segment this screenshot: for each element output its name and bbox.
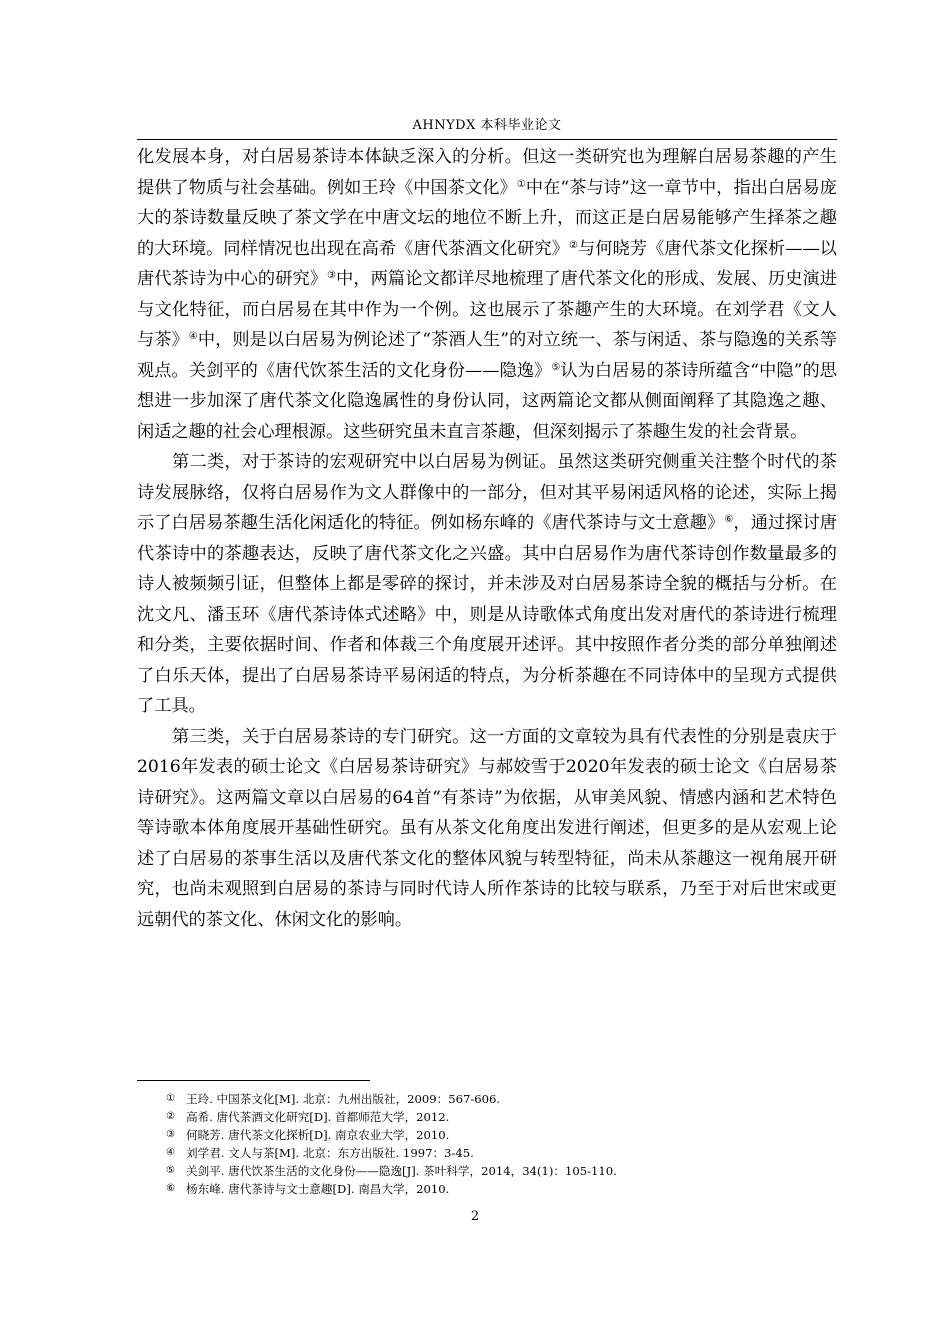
header-rule xyxy=(137,139,837,140)
page-number: 2 xyxy=(470,1209,480,1224)
footnote-text: 刘学君. 文人与茶[M]. 北京：东方出版社. 1997：3-45. xyxy=(186,1146,474,1160)
footnote-mark: ② xyxy=(166,1111,175,1122)
footnote-reference: ③ xyxy=(327,270,337,281)
paragraph-2: 第二类，对于茶诗的宏观研究中以白居易为例证。虽然这类研究侧重关注整个时代的茶诗发展脉络，仅将白居易作为文人群像中的一部分，但对其平易闲适风格的论述，实际上揭示了白居易茶趣生活化闲适化的特征。例如杨东峰的《唐代茶诗与文士意趣》⑥，通过探讨唐代茶诗中的茶趣表达，反映了唐代茶文化之兴盛。其中白居易作为唐代茶诗创作数量最多的诗人被频频引证，但整体上都是零碎的探讨，并未涉及对白居易茶诗全貌的概括与分析。在沈文凡、潘玉环《唐代茶诗体式述略》中，则是从诗歌体式角度出发对唐代的茶诗进行梳理和分类，主要依据时间、作者和体裁三个角度展开述评。其中按照作者分类的部分单独阐述了白乐天体，提出了白居易茶诗平易闲适的特点，为分析茶趣在不同诗体中的呈现方式提供了工具。 xyxy=(137,452,837,716)
footnote-mark: ③ xyxy=(166,1129,175,1140)
running-header: AHNYDX 本科毕业论文 xyxy=(412,118,562,133)
footnote-reference: ⑥ xyxy=(724,514,734,525)
footnote-text: 关剑平. 唐代饮茶生活的文化身份——隐逸[J]. 茶叶科学，2014，34(1)：105-110. xyxy=(186,1164,617,1178)
footnote-text: 何晓芳. 唐代茶文化探析[D]. 南京农业大学，2010. xyxy=(186,1128,450,1142)
footnote-mark: ④ xyxy=(166,1147,175,1158)
footnote-text: 杨东峰. 唐代茶诗与文士意趣[D]. 南昌大学，2010. xyxy=(186,1182,450,1196)
footnote-mark: ⑥ xyxy=(166,1183,175,1194)
footnote-reference: ⑤ xyxy=(551,361,561,373)
footnote xyxy=(166,1126,846,1144)
footnote xyxy=(166,1180,846,1198)
footnote-separator xyxy=(137,1080,370,1081)
footnote-reference: ② xyxy=(568,239,578,251)
footnote xyxy=(166,1144,846,1162)
footnotes xyxy=(166,1090,846,1198)
footnote xyxy=(166,1162,846,1180)
footnote xyxy=(166,1108,846,1126)
footnote-text: 王玲. 中国茶文化[M]. 北京：九州出版社，2009：567-606. xyxy=(186,1092,501,1106)
paragraph-1: 化发展本身，对白居易茶诗本体缺乏深入的分析。但这一类研究也为理解白居易茶趣的产生提供了物质与社会基础。例如王玲《中国茶文化》①中在“茶与诗”这一章节中，指出白居易庞大的茶诗数量反映了茶文学在中唐文坛的地位不断上升，而这正是白居易能够产生择茶之趣的大环境。同样情况也出现在高希《唐代茶酒文化研究》②与何晓芳《唐代茶文化探析——以唐代茶诗为中心的研究》③中，两篇论文都详尽地梳理了唐代茶文化的形成、发展、历史演进与文化特征，而白居易在其中作为一个例。这也展示了茶趣产生的大环境。在刘学君《文人与茶》④中，则是以白居易为例论述了“茶酒人生”的对立统一、茶与闲适、茶与隐逸的关系等观点。关剑平的《唐代饮茶生活的文化身份——隐逸》⑤认为白居易的茶诗所蕴含“中隐”的思想进一步加深了唐代茶文化隐逸属性的身份认同，这两篇论文都从侧面阐释了其隐逸之趣、闲适之趣的社会心理根源。这些研究虽未直言茶趣，但深刻揭示了茶趣生发的社会背景。 xyxy=(137,147,837,442)
footnote xyxy=(166,1090,846,1108)
footnote-reference: ④ xyxy=(188,331,198,342)
body-text xyxy=(137,142,837,935)
footnote-mark: ① xyxy=(166,1093,175,1104)
footnote-text: 高希. 唐代茶酒文化研究[D]. 首都师范大学，2012. xyxy=(186,1110,450,1124)
footnote-mark: ⑤ xyxy=(166,1165,175,1176)
footnote-reference: ① xyxy=(516,178,526,190)
paragraph-3: 第三类，关于白居易茶诗的专门研究。这一方面的文章较为具有代表性的分别是袁庆于2016年发表的硕士论文《白居易茶诗研究》与郝姣雪于2020年发表的硕士论文《白居易茶诗研究》。这两篇文章以白居易的64首“有茶诗”为依据，从审美风貌、情感内涵和艺术特色等诗歌本体角度展开基础性研究。虽有从茶文化角度出发进行阐述，但更多的是从宏观上论述了白居易的茶事生活以及唐代茶文化的整体风貌与转型特征，尚未从茶趣这一视角展开研究，也尚未观照到白居易的茶诗与同时代诗人所作茶诗的比较与联系，乃至于对后世宋或更远朝代的茶文化、休闲文化的影响。 xyxy=(137,726,837,930)
